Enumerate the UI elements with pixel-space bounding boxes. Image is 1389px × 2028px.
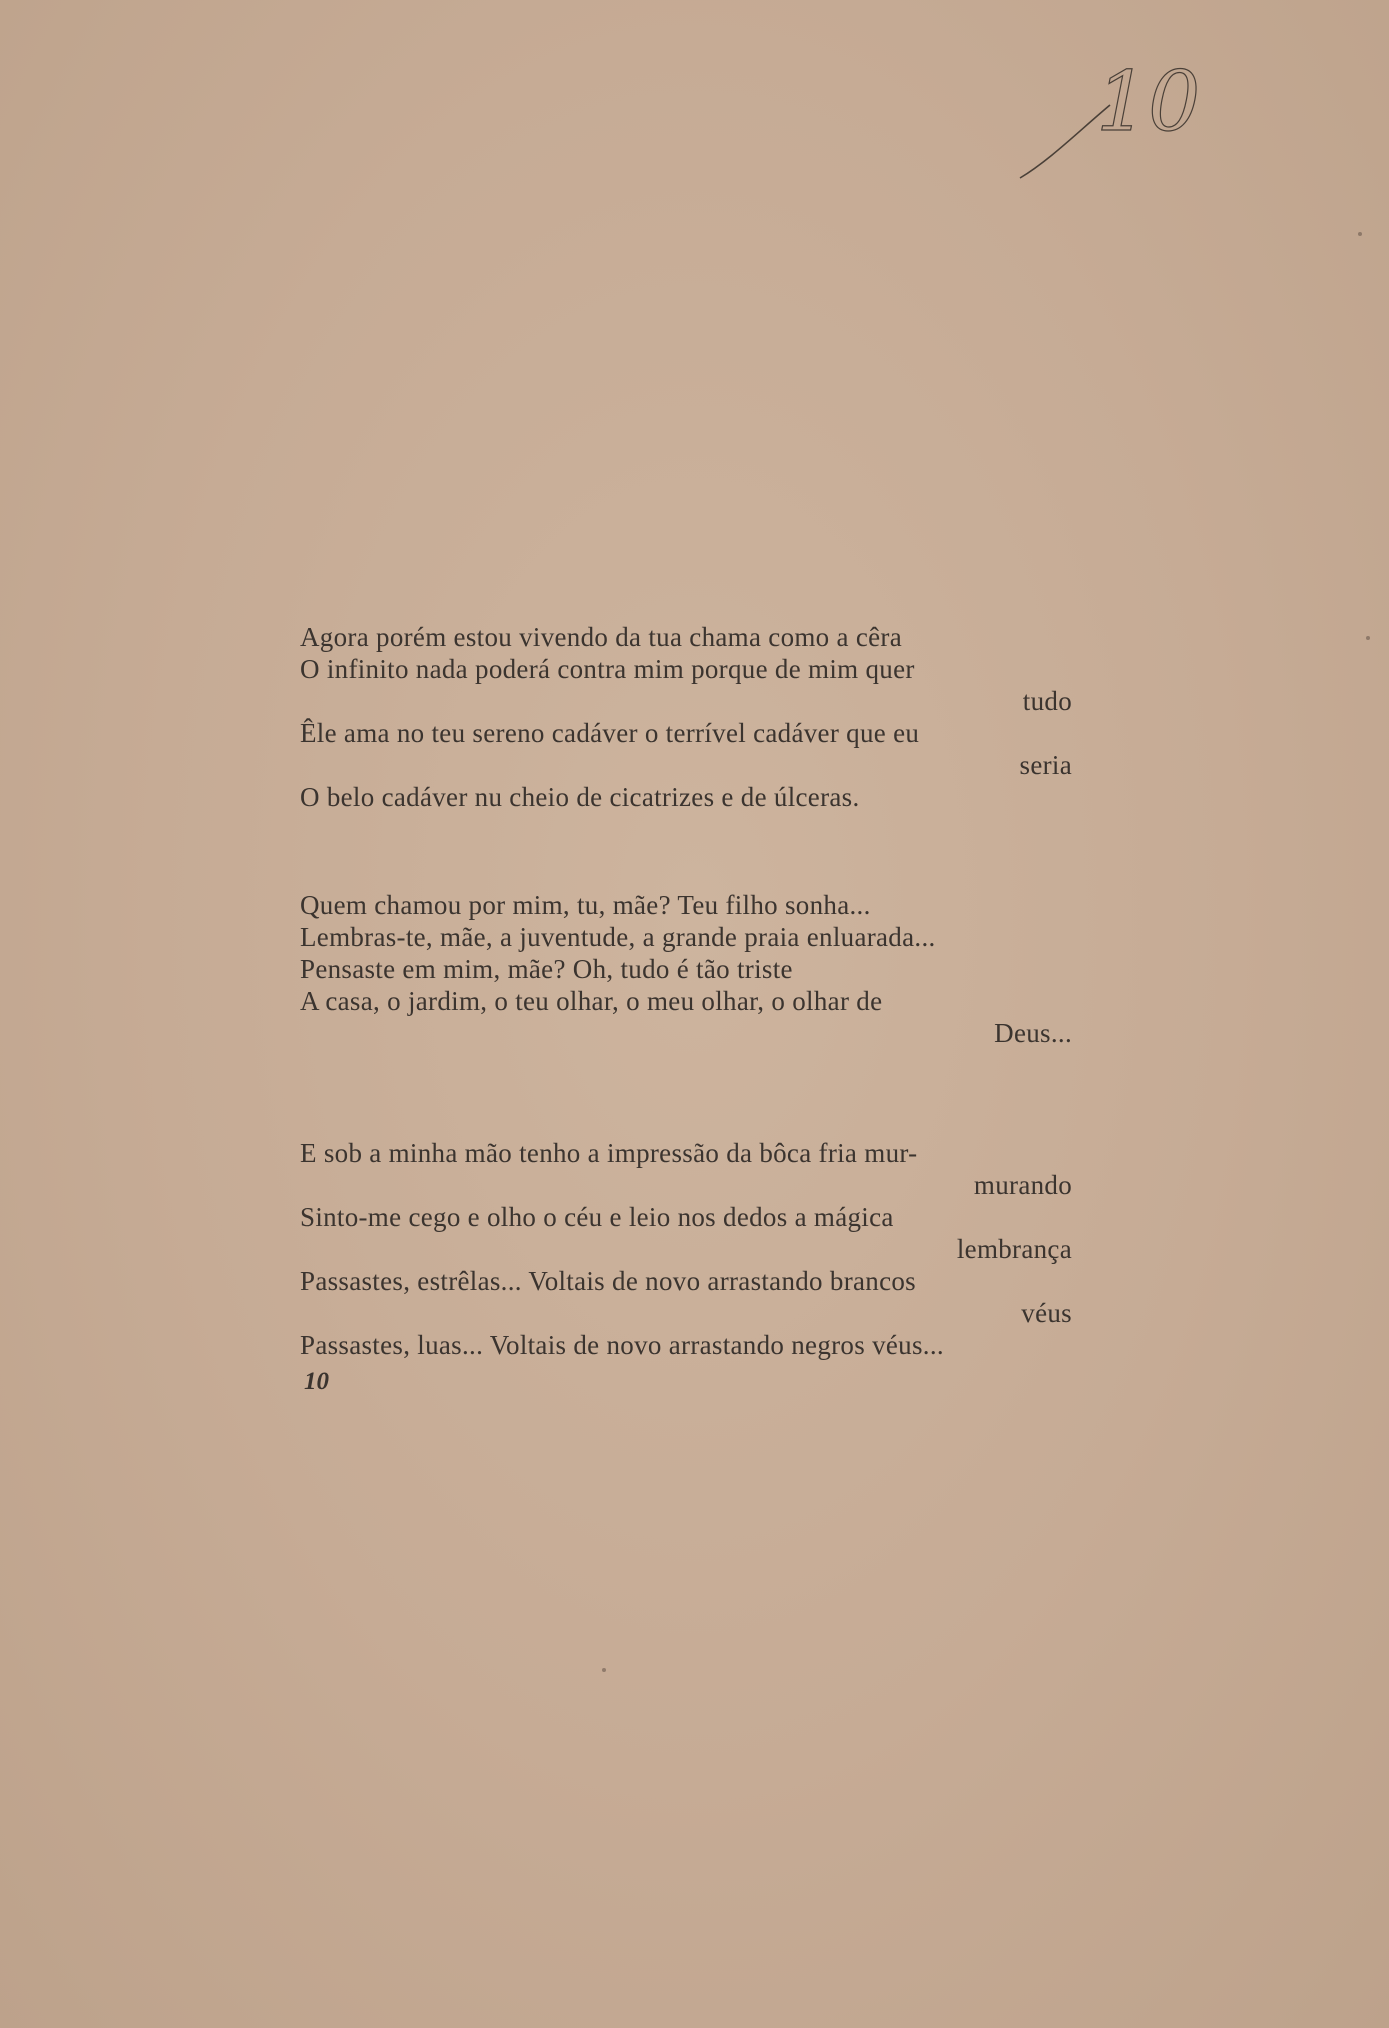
handwritten-number-text: 10 xyxy=(1096,55,1201,150)
poem-line: Quem chamou por mim, tu, mãe? Teu filho sonha... xyxy=(300,890,871,920)
poem-line-continuation: tudo xyxy=(1022,686,1072,716)
poem-line: Êle ama no teu sereno cadáver o terrível cadáver que eu xyxy=(300,718,920,748)
paper-speck xyxy=(1358,232,1362,236)
poem-line: Sinto-me cego e olho o céu e leio nos dedos a mágica xyxy=(300,1202,894,1232)
poem-line: E sob a minha mão tenho a impressão da bôca fria mur- xyxy=(300,1138,918,1168)
poem-line: Pensaste em mim, mãe? Oh, tudo é tão triste xyxy=(300,954,793,984)
page-number: 10 xyxy=(304,1368,329,1395)
poem-line-continuation: véus xyxy=(1021,1298,1072,1328)
poem-line: Agora porém estou vivendo da tua chama como a cêra xyxy=(300,622,903,652)
poem-line: O infinito nada poderá contra mim porque de mim quer xyxy=(300,654,915,684)
handwritten-page-number xyxy=(1010,45,1210,195)
poem-line-continuation: Deus... xyxy=(994,1018,1072,1048)
poem-line: Lembras-te, mãe, a juventude, a grande praia enluarada... xyxy=(300,922,936,952)
poem-line: O belo cadáver nu cheio de cicatrizes e de úlceras. xyxy=(300,782,860,812)
poem-line-continuation: lembrança xyxy=(956,1234,1072,1264)
paper-speck xyxy=(1366,636,1370,640)
poem-line-continuation: murando xyxy=(973,1170,1072,1200)
poem-line: A casa, o jardim, o teu olhar, o meu olhar, o olhar de xyxy=(300,986,883,1016)
poem-line-continuation: seria xyxy=(1019,750,1072,780)
poem-line: Passastes, luas... Voltais de novo arrastando negros véus... xyxy=(300,1330,944,1360)
poem-line: Passastes, estrêlas... Voltais de novo arrastando brancos xyxy=(300,1266,916,1296)
paper-speck xyxy=(602,1668,606,1672)
